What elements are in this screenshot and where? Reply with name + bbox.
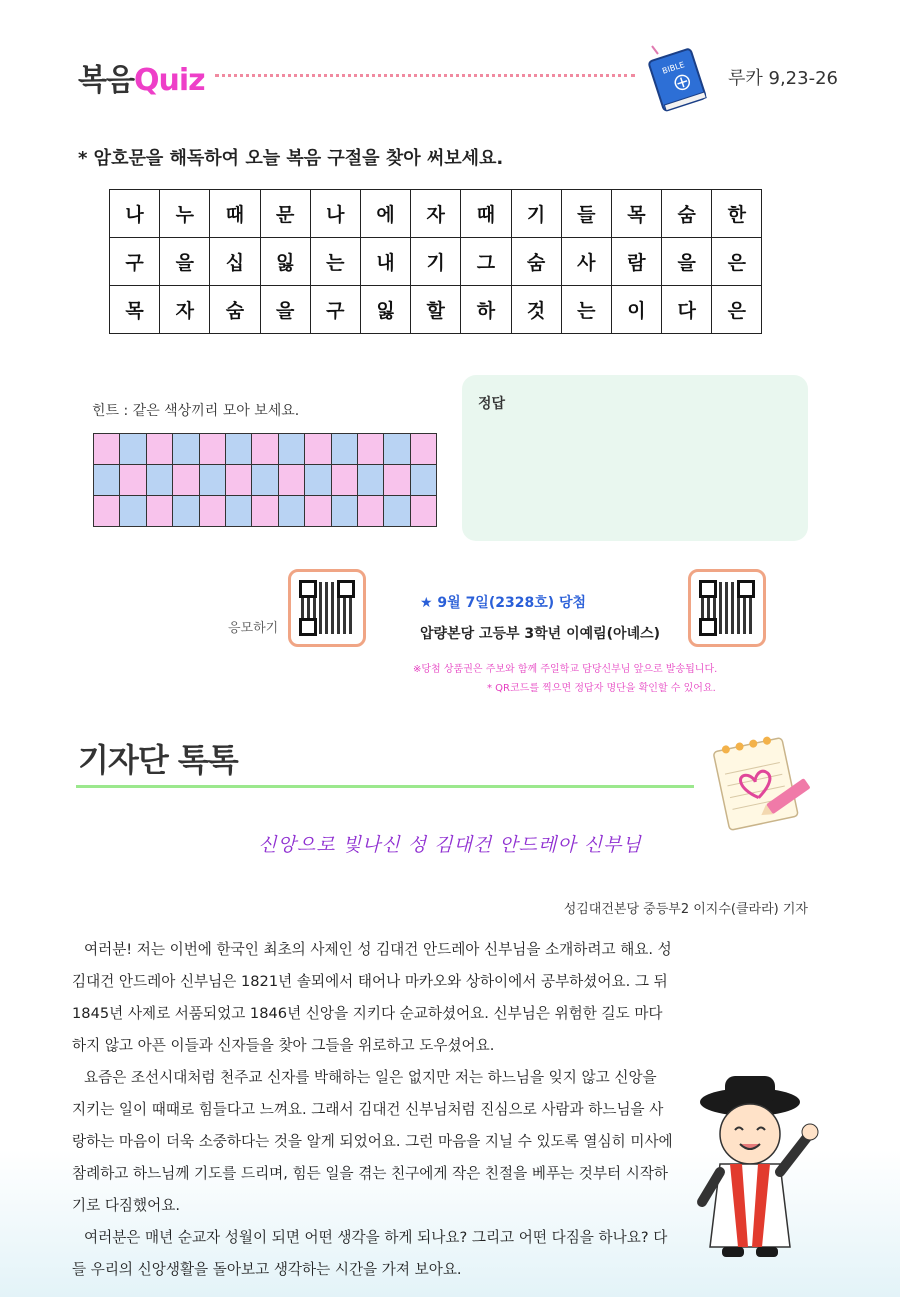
cipher-cell: 때 xyxy=(210,190,260,238)
cipher-cell: 람 xyxy=(611,238,661,286)
cipher-cell: 구 xyxy=(310,286,360,334)
color-cell xyxy=(225,465,251,496)
cipher-cell: 하 xyxy=(461,286,511,334)
cipher-row xyxy=(110,190,762,238)
winner-name: 압량본당 고등부 3학년 이예림(아녜스) xyxy=(420,626,661,642)
cipher-cell: 숨 xyxy=(511,238,561,286)
article-paragraph: 여러분은 매년 순교자 성월이 되면 어떤 생각을 하게 되나요? 그리고 어떤 다짐을 하나요? 다들 우리의 신앙생활을 돌아보고 생각하는 시간을 가져 보아요. xyxy=(72,1229,668,1278)
cipher-cell: 할 xyxy=(411,286,461,334)
color-cell xyxy=(331,434,357,465)
color-cell xyxy=(384,496,410,527)
color-cell xyxy=(120,465,146,496)
cipher-cell: 자 xyxy=(411,190,461,238)
color-hint-grid xyxy=(93,433,437,527)
cipher-cell: 목 xyxy=(110,286,160,334)
quiz-instruction: * 암호문을 해독하여 오늘 복음 구절을 찾아 써보세요. xyxy=(78,148,504,169)
cipher-cell: 다 xyxy=(662,286,712,334)
cipher-cell: 한 xyxy=(712,190,762,238)
color-cell xyxy=(278,434,304,465)
color-cell xyxy=(410,465,436,496)
priest-illustration xyxy=(690,1072,820,1267)
cipher-cell: 때 xyxy=(461,190,511,238)
qr-note: * QR코드를 찍으면 정답자 명단을 확인할 수 있어요. xyxy=(487,683,716,694)
color-cell xyxy=(252,465,278,496)
cipher-row xyxy=(110,286,762,334)
cipher-cell: 내 xyxy=(360,238,410,286)
enter-label: 응모하기 xyxy=(228,621,279,636)
color-cell xyxy=(252,496,278,527)
scripture-reference: 루카 9,23-26 xyxy=(728,68,838,89)
article-paragraph: 여러분! 저는 이번에 한국인 최초의 사제인 성 김대건 안드레아 신부님을 소개하려고 해요. 성 김대건 안드레아 신부님은 1821년 솔뫼에서 태어나 마카오와 상하이에서 공부하셨어요. 그 뒤 1845년 사제로 서품되었고 1846년 신앙을 지키다 순교하셨어요. 신부님은 위험한 길도 마다하지 않고 아픈 이들과 신자들을 찾아 그들을 위로하고 도우셨어요. xyxy=(72,941,672,1054)
color-cell xyxy=(331,496,357,527)
color-cell xyxy=(252,434,278,465)
color-row xyxy=(94,434,437,465)
cipher-cell: 기 xyxy=(511,190,561,238)
color-cell xyxy=(225,496,251,527)
color-cell xyxy=(146,465,172,496)
cipher-cell: 을 xyxy=(260,286,310,334)
cipher-grid xyxy=(109,189,762,334)
cipher-cell: 을 xyxy=(160,238,210,286)
color-cell xyxy=(146,434,172,465)
section-divider xyxy=(76,785,694,788)
color-row xyxy=(94,496,437,527)
color-cell xyxy=(199,434,225,465)
hint-text: 힌트 : 같은 색상끼리 모아 보세요. xyxy=(92,403,300,419)
cipher-cell: 사 xyxy=(561,238,611,286)
color-cell xyxy=(305,434,331,465)
color-cell xyxy=(384,434,410,465)
color-cell xyxy=(357,496,383,527)
cipher-cell: 기 xyxy=(411,238,461,286)
cipher-cell: 은 xyxy=(712,238,762,286)
cipher-cell: 나 xyxy=(110,190,160,238)
cipher-cell: 숨 xyxy=(210,286,260,334)
dotted-divider xyxy=(215,74,635,77)
cipher-cell: 것 xyxy=(511,286,561,334)
cipher-cell: 잃 xyxy=(260,238,310,286)
article-paragraph: 요즘은 조선시대처럼 천주교 신자를 박해하는 일은 없지만 저는 하느님을 잊지 않고 신앙을 지키는 일이 때때로 힘들다고 느껴요. 그래서 김대건 신부님처럼 진심으로 사람과 하느님을 사랑하는 마음이 더욱 소중하다는 것을 알게 되었어요. 그런 마음을 지닐 수 있도록 열심히 미사에 참례하고 하느님께 기도를 드리며, 힘든 일을 겪는 친구에게 작은 친절을 베푸는 것부터 시작하기로 다짐했어요. xyxy=(72,1069,673,1214)
byline: 성김대건본당 중등부2 이지수(클라라) 기자 xyxy=(563,902,808,917)
cipher-cell: 나 xyxy=(310,190,360,238)
quiz-title: 복음Quiz xyxy=(78,63,205,98)
cipher-cell: 누 xyxy=(160,190,210,238)
cipher-cell: 잃 xyxy=(360,286,410,334)
color-cell xyxy=(173,496,199,527)
color-cell xyxy=(94,434,120,465)
answer-label: 정답 xyxy=(478,396,506,412)
cipher-cell: 들 xyxy=(561,190,611,238)
cipher-cell: 그 xyxy=(461,238,511,286)
color-cell xyxy=(225,434,251,465)
cipher-cell: 목 xyxy=(611,190,661,238)
color-row xyxy=(94,465,437,496)
cipher-row xyxy=(110,238,762,286)
cipher-cell: 숨 xyxy=(662,190,712,238)
color-cell xyxy=(173,465,199,496)
color-cell xyxy=(94,496,120,527)
color-cell xyxy=(278,465,304,496)
cipher-cell: 문 xyxy=(260,190,310,238)
svg-text:BIBLE: BIBLE xyxy=(661,60,686,76)
cipher-cell: 자 xyxy=(160,286,210,334)
color-cell xyxy=(384,465,410,496)
article-title: 신앙으로 빛나신 성 김대건 안드레아 신부님 xyxy=(258,834,642,856)
section-title: 기자단 톡톡 xyxy=(78,741,238,779)
color-cell xyxy=(305,465,331,496)
color-cell xyxy=(410,434,436,465)
color-cell xyxy=(199,465,225,496)
color-cell xyxy=(199,496,225,527)
color-cell xyxy=(173,434,199,465)
cipher-cell: 이 xyxy=(611,286,661,334)
bible-icon xyxy=(640,40,712,112)
color-cell xyxy=(410,496,436,527)
color-cell xyxy=(331,465,357,496)
winners-qr-code[interactable] xyxy=(688,569,766,647)
cipher-cell: 은 xyxy=(712,286,762,334)
cipher-cell: 는 xyxy=(310,238,360,286)
color-cell xyxy=(357,465,383,496)
cipher-cell: 십 xyxy=(210,238,260,286)
notepad-heart-icon xyxy=(705,725,815,835)
cipher-cell: 구 xyxy=(110,238,160,286)
color-cell xyxy=(278,496,304,527)
color-cell xyxy=(357,434,383,465)
answer-box[interactable] xyxy=(462,375,808,541)
color-cell xyxy=(120,434,146,465)
entry-qr-code[interactable] xyxy=(288,569,366,647)
color-cell xyxy=(120,496,146,527)
color-cell xyxy=(305,496,331,527)
color-cell xyxy=(94,465,120,496)
winner-heading: ★ 9월 7일(2328호) 당첨 xyxy=(420,595,587,611)
cipher-cell: 에 xyxy=(360,190,410,238)
cipher-cell: 는 xyxy=(561,286,611,334)
prize-note: ※당첨 상품권은 주보와 함께 주일학교 담당신부님 앞으로 발송됩니다. xyxy=(413,664,718,675)
color-cell xyxy=(146,496,172,527)
cipher-cell: 을 xyxy=(662,238,712,286)
